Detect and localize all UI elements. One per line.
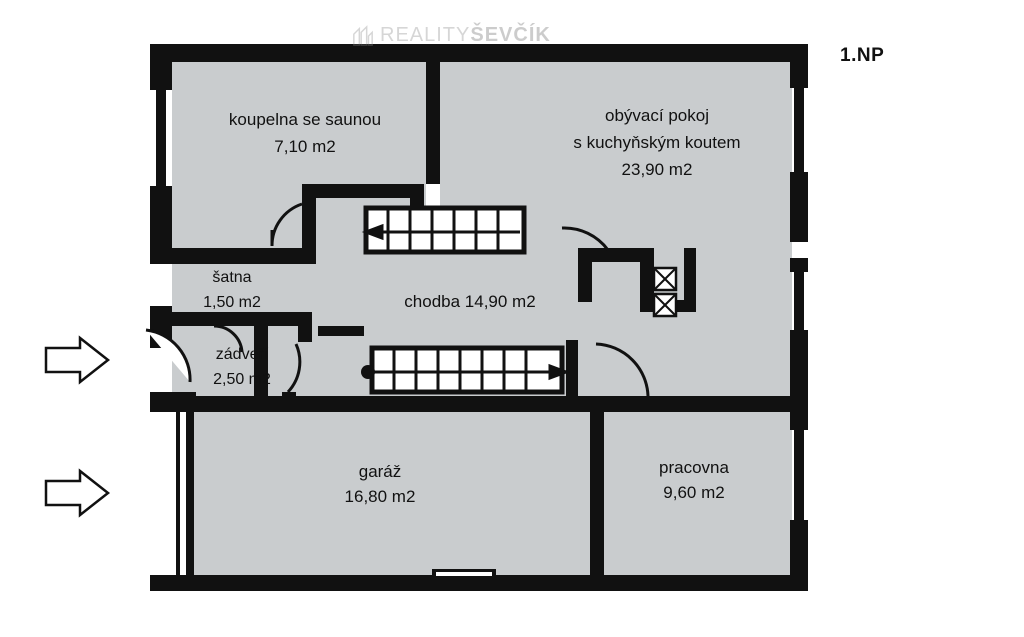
room-label-wardrobe-area: 1,50 m2	[203, 294, 261, 311]
room-label-bathroom-area: 7,10 m2	[274, 137, 336, 156]
staircase-upper	[366, 208, 524, 252]
room-label-living-kitchen: s kuchyňským koutem	[573, 133, 741, 152]
room-label-study-area: 9,60 m2	[663, 483, 725, 502]
entry-arrow-upper	[46, 338, 108, 382]
room-label-bathroom-name: koupelna se saunou	[228, 110, 382, 129]
room-label-study-name: pracovna	[659, 458, 729, 477]
house-logo-icon	[352, 25, 374, 47]
room-label-vestibule-name: zádveří	[215, 346, 269, 363]
room-label-hallway: chodba 14,90 m2	[404, 292, 536, 311]
entry-arrow-lower	[46, 471, 108, 515]
watermark	[352, 24, 551, 47]
staircase-lower	[361, 348, 566, 392]
room-label-garage-name: garáž	[358, 462, 402, 481]
watermark-text-light: REALITY	[380, 24, 471, 46]
room-label-garage-area: 16,80 m2	[344, 487, 416, 506]
watermark-text-bold: ŠEVČÍK	[470, 24, 551, 46]
floor-tag: 1.NP	[840, 45, 885, 66]
watermark-text	[380, 24, 551, 47]
room-label-vestibule-area: 2,50 m2	[213, 371, 271, 388]
room-label-living-name: obývací pokoj	[605, 106, 709, 125]
room-label-living-area: 23,90 m2	[621, 160, 693, 179]
room-label-wardrobe-name: šatna	[212, 269, 252, 286]
